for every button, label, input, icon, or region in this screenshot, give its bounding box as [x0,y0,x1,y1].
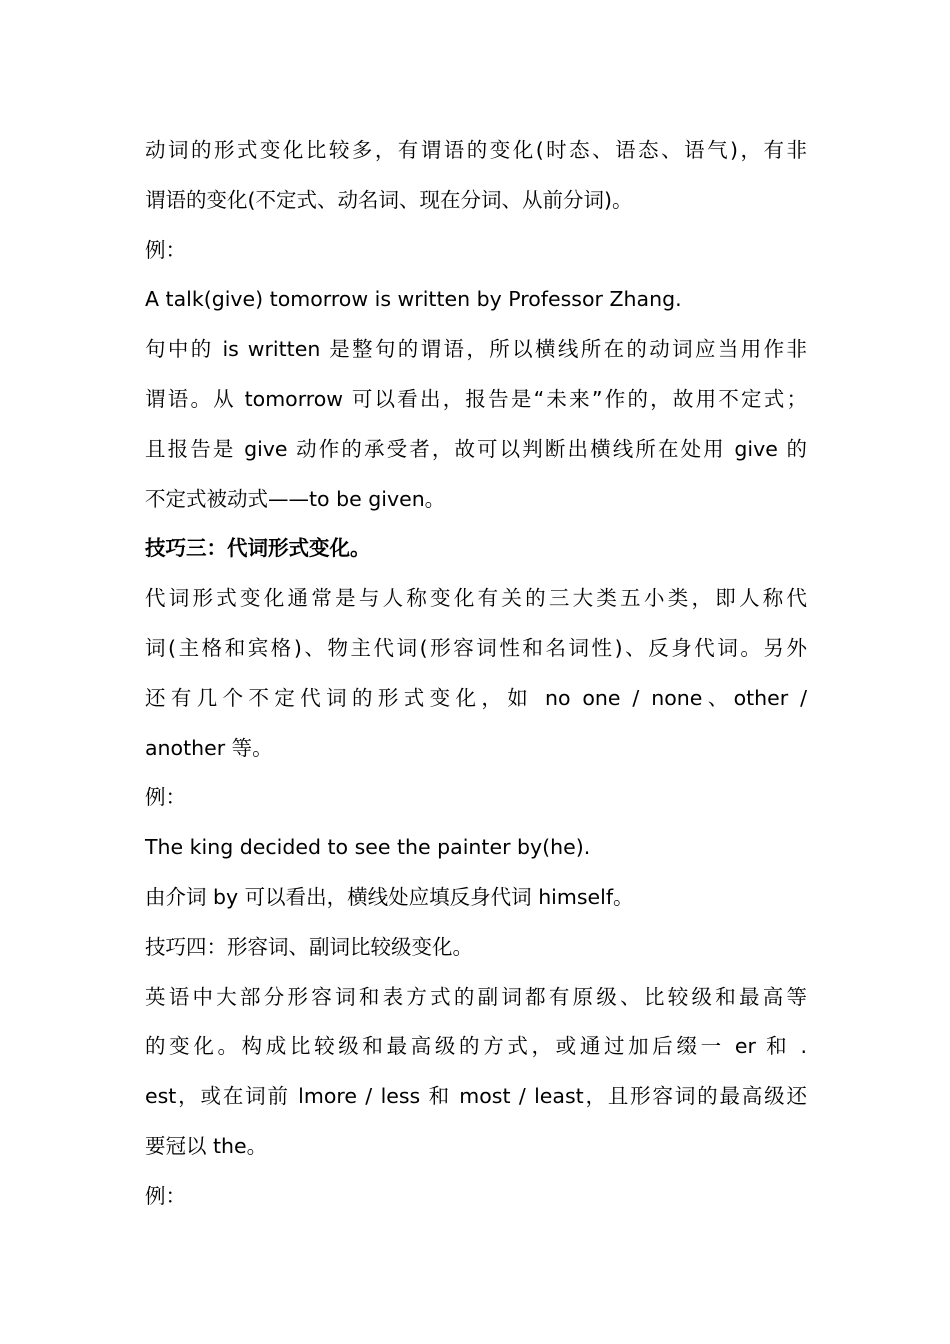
paragraph-line-7: 英语中大部分形容词和表方式的副词都有原级、比较级和最高等 [145,984,807,1009]
paragraph-line-10: 要冠以 the。 [145,1133,268,1158]
example-sentence: A talk(give) tomorrow is written by Professor Zhang. [145,287,682,312]
section-heading-tip-three: 技巧三：代词形式变化。 [145,536,371,561]
example-sentence-2: The king decided to see the painter by(he). [145,835,591,860]
paragraph-line-4: 词(主格和宾格)、物主代词(形容词性和名词性)、反身代词。另外 [145,635,807,660]
example-label: 例： [145,237,186,262]
section-heading-tip-four: 技巧四：形容词、副词比较级变化。 [145,934,473,959]
explanation-line-3: 且报告是 give 动作的承受者，故可以判断出横线所在处用 give 的 [145,436,807,461]
example-label-2: 例： [145,785,186,810]
paragraph-line-1: 动词的形式变化比较多，有谓语的变化(时态、语态、语气)，有非 [145,138,807,162]
example-label-3: 例： [145,1183,186,1208]
explanation-line-5: 由介词 by 可以看出，横线处应填反身代词 himself。 [145,884,634,909]
explanation-line-2: 谓语。从 tomorrow 可以看出，报告是“未来”作的，故用不定式； [145,386,807,411]
paragraph-line-9: est，或在词前 lmore / less 和 most / least，且形容词的最高级还 [145,1084,807,1109]
paragraph-line-2: 谓语的变化(不定式、动名词、现在分词、从前分词)。 [145,187,633,212]
explanation-line-4: 不定式被动式——to be given。 [145,486,446,511]
paragraph-line-3: 代词形式变化通常是与人称变化有关的三大类五小类，即人称代 [145,586,807,611]
paragraph-line-8: 的变化。构成比较级和最高级的方式，或通过加后缀一 er 和 . [145,1034,807,1059]
document-body [145,126,807,1222]
paragraph-line-6: another 等。 [145,735,273,760]
explanation-line-1: 句中的 is written 是整句的谓语，所以横线所在的动词应当用作非 [145,337,807,362]
paragraph-line-5: 还有几个不定代词的形式变化，如 no one / none、other / [145,685,807,710]
